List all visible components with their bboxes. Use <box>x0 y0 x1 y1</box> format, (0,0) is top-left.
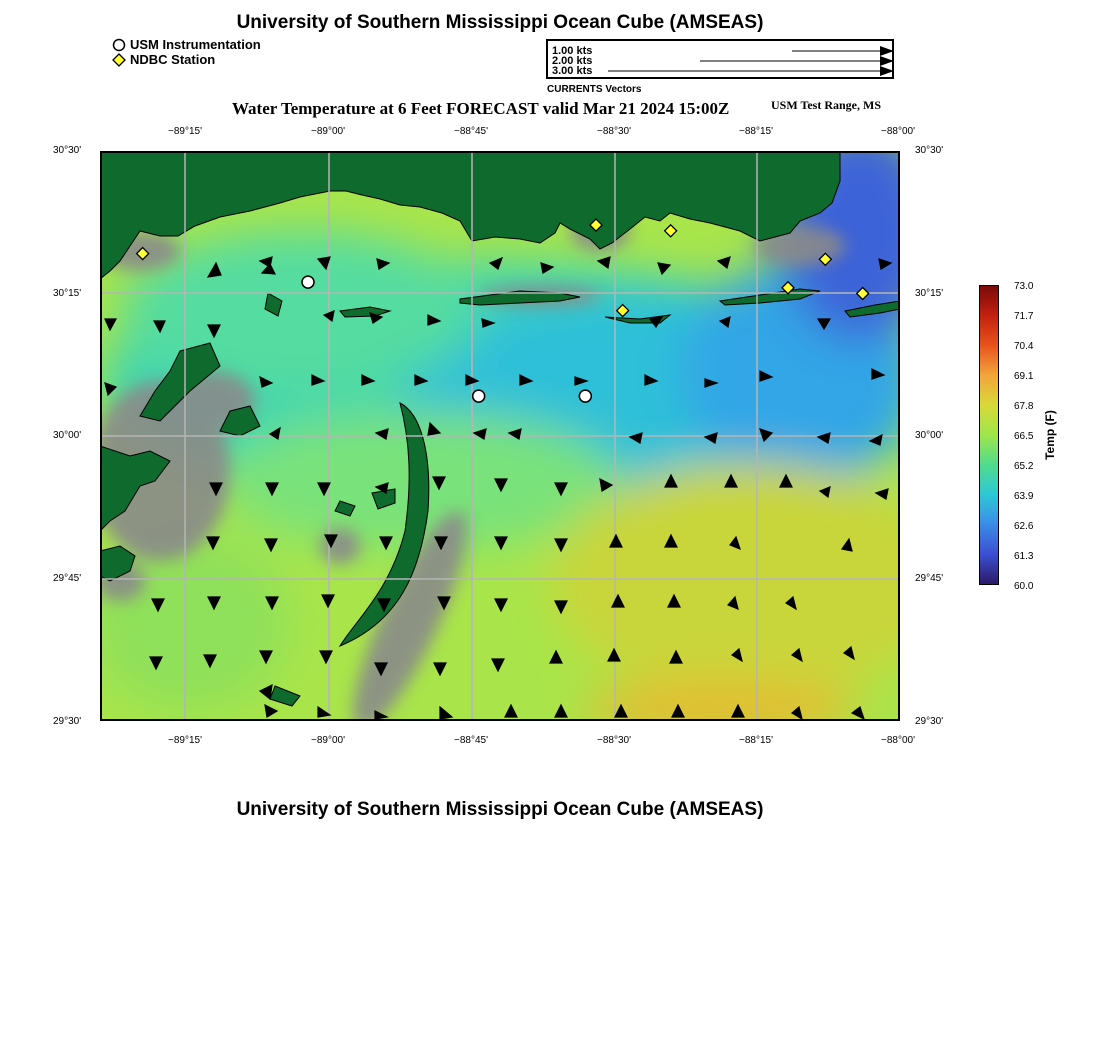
colorbar-tick-5: 67.8 <box>1014 401 1034 412</box>
page-title: University of Southern Mississippi Ocean Cube (AMSEAS) <box>236 12 764 33</box>
colorbar-tick-6: 66.5 <box>1014 431 1034 442</box>
colorbar-tick-7: 65.2 <box>1014 461 1034 472</box>
colorbar-tick-9: 62.6 <box>1014 521 1034 532</box>
lon-tick-bottom-4: −88°30' <box>597 735 631 746</box>
usm-station-marker-2 <box>473 390 485 402</box>
lon-tick-bottom-5: −88°15' <box>739 735 773 746</box>
lat-tick-right-5: 29°30' <box>915 716 944 727</box>
lon-tick-top-3: −88°45' <box>454 126 488 137</box>
vector-scale-box <box>546 39 894 79</box>
usm-station-marker-3 <box>579 390 591 402</box>
vector-scale-label-3: 3.00 kts <box>552 65 593 77</box>
usm-station-marker-1 <box>302 276 314 288</box>
lat-tick-right-2: 30°15' <box>915 288 944 299</box>
colorbar <box>979 285 999 585</box>
lat-tick-right-4: 29°45' <box>915 573 944 584</box>
colorbar-tick-10: 61.3 <box>1014 551 1034 562</box>
lat-tick-left-4: 29°45' <box>53 573 82 584</box>
map-subtitle: Water Temperature at 6 Feet FORECAST valid Mar 21 2024 15:00Z <box>232 99 730 118</box>
lat-tick-right-1: 30°30' <box>915 145 944 156</box>
lat-tick-left-2: 30°15' <box>53 288 82 299</box>
usm-legend-label: USM Instrumentation <box>130 37 261 52</box>
vector-scale-label-1: 1.00 kts <box>552 45 593 57</box>
vector-scale-label-2: 2.00 kts <box>552 55 593 67</box>
colorbar-tick-1: 73.0 <box>1014 281 1034 292</box>
colorbar-tick-2: 71.7 <box>1014 311 1034 322</box>
ndbc-legend-label: NDBC Station <box>130 52 216 67</box>
region-label: USM Test Range, MS <box>771 98 882 112</box>
colorbar-tick-11: 60.0 <box>1014 581 1034 592</box>
colorbar-tick-3: 70.4 <box>1014 341 1034 352</box>
lon-tick-top-4: −88°30' <box>597 126 631 137</box>
lon-tick-bottom-1: −89°15' <box>168 735 202 746</box>
lat-tick-left-1: 30°30' <box>53 145 82 156</box>
vector-scale-arrows <box>548 41 894 79</box>
lon-tick-top-2: −89°00' <box>311 126 345 137</box>
lon-tick-top-6: −88°00' <box>881 126 915 137</box>
lon-tick-bottom-2: −89°00' <box>311 735 345 746</box>
lon-tick-top-1: −89°15' <box>168 126 202 137</box>
lat-tick-left-5: 29°30' <box>53 716 82 727</box>
lon-tick-top-5: −88°15' <box>739 126 773 137</box>
lat-tick-left-3: 30°00' <box>53 430 82 441</box>
lat-tick-right-3: 30°00' <box>915 430 944 441</box>
ndbc-legend-icon <box>112 53 126 67</box>
map-canvas <box>100 151 900 721</box>
colorbar-tick-4: 69.1 <box>1014 371 1034 382</box>
vectors-caption: CURRENTS Vectors <box>547 84 642 95</box>
footer-title: University of Southern Mississippi Ocean Cube (AMSEAS) <box>236 799 764 820</box>
lon-tick-bottom-3: −88°45' <box>454 735 488 746</box>
lon-tick-bottom-6: −88°00' <box>881 735 915 746</box>
colorbar-label: Temp (F) <box>1043 410 1057 460</box>
usm-legend-icon <box>112 38 126 52</box>
colorbar-tick-8: 63.9 <box>1014 491 1034 502</box>
